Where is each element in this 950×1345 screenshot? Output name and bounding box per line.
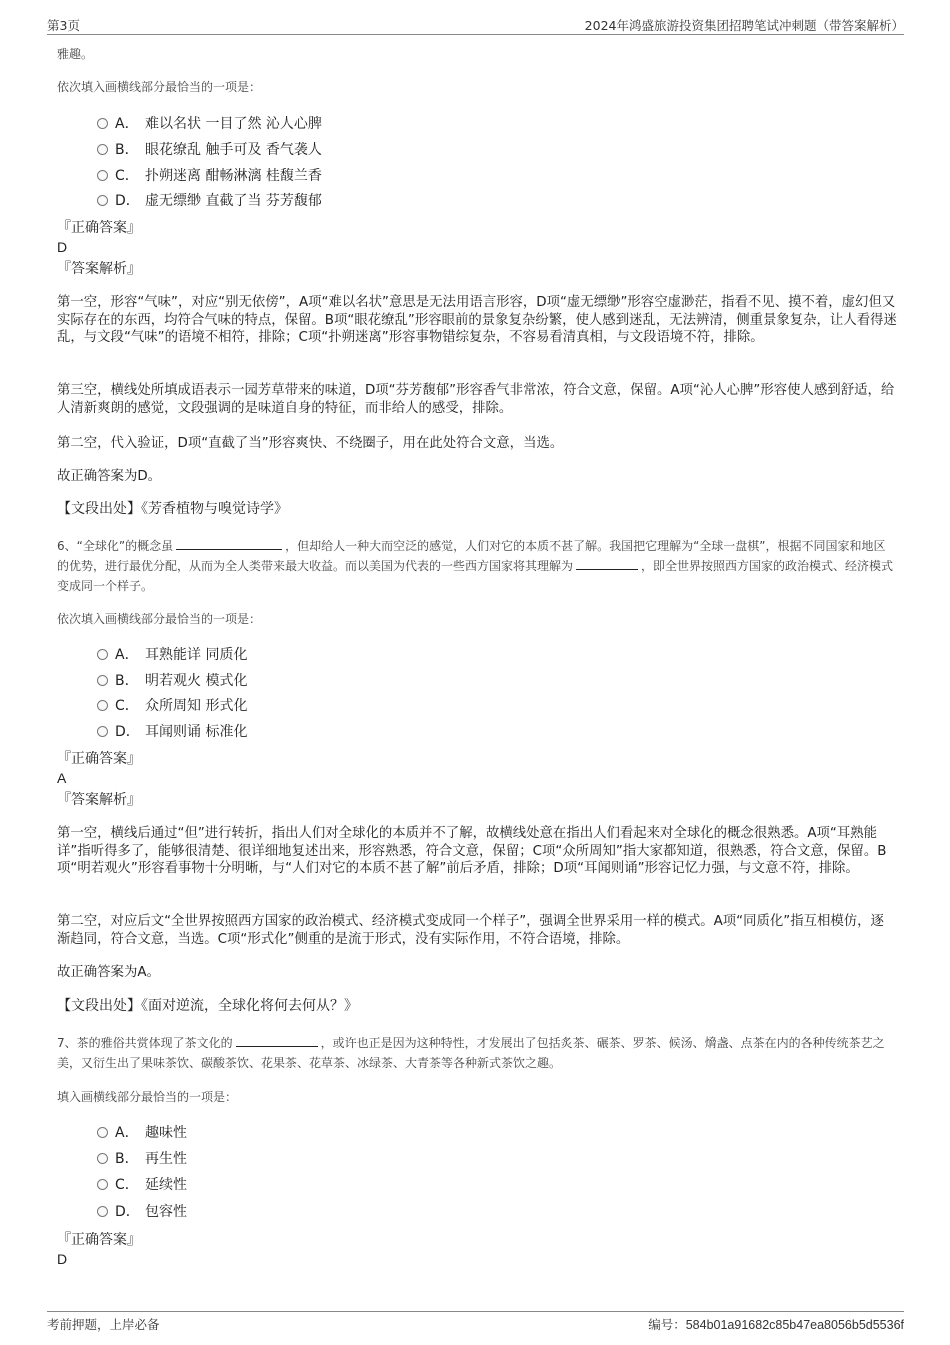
q5-option-d[interactable]: D． 虚无缥缈 直截了当 芬芳馥郁	[97, 192, 322, 210]
document-code: 编号：584b01a91682c85b47ea8056b5d5536f	[648, 1317, 904, 1332]
q5-source: 【文段出处】《芳香植物与嗅觉诗学》	[57, 501, 288, 517]
q5-analysis-paragraph: 第三空，横线处所填成语表示一园芳草带来的味道，D项“芬芳馥郁”形容香气非常浓，符合文意，保留。A项“沁人心脾”形容使人感到舒适，给人清新爽朗的感觉，文段强调的是味道自身的特征，而非给人的感受，排除。	[57, 383, 895, 416]
radio-icon[interactable]	[97, 675, 108, 686]
page-header	[47, 14, 904, 35]
q7-answer-label: 『正确答案』	[57, 1232, 141, 1248]
q6-option-c[interactable]: C． 众所周知 形式化	[97, 697, 247, 715]
q5-text-tail: 雅趣。	[57, 47, 94, 61]
q5-analysis-label: 『答案解析』	[57, 261, 141, 277]
page-footer	[47, 1311, 904, 1334]
q5-analysis-paragraph: 第二空，代入验证，D项“直截了当”形容爽快、不绕圈子，用在此处符合文意，当选。	[57, 436, 564, 451]
radio-icon[interactable]	[97, 1153, 108, 1164]
radio-icon[interactable]	[97, 1127, 108, 1138]
radio-icon[interactable]	[97, 1206, 108, 1217]
radio-icon[interactable]	[97, 700, 108, 711]
radio-icon[interactable]	[97, 1179, 108, 1190]
q6-conclusion: 故正确答案为A。	[57, 965, 160, 980]
radio-icon[interactable]	[97, 170, 108, 181]
q5-conclusion: 故正确答案为D。	[57, 469, 162, 484]
blank-line	[176, 537, 282, 550]
q6-option-a[interactable]: A． 耳熟能详 同质化	[97, 646, 247, 664]
blank-line	[576, 557, 638, 570]
q7-option-c[interactable]: C． 延续性	[97, 1176, 187, 1194]
q7-question-text: 7、茶的雅俗共赏体现了茶文化的 ，或许也正是因为这种特性，才发展出了包括炙茶、碾茶、罗茶、候汤、熁盏、点茶在内的各种传统茶艺之美，又衍生出了果味茶饮、碳酸茶饮、花果茶、花草茶、冰绿茶、大青茶等各种新式茶饮之趣。	[57, 1036, 885, 1070]
q5-option-b[interactable]: B． 眼花缭乱 触手可及 香气袭人	[97, 141, 322, 159]
q6-answer-label: 『正确答案』	[57, 751, 141, 767]
document-title: 2024年鸿盛旅游投资集团招聘笔试冲刺题（带答案解析）	[584, 18, 904, 33]
q6-analysis-paragraph: 第二空，对应后文“全世界按照西方国家的政治模式、经济模式变成同一个样子”，强调全世界采用一样的模式。A项“同质化”指互相模仿，逐渐趋同，符合文意，当选。C项“形式化”侧重的是流于形式，没有实际作用，不符合语境，排除。	[57, 914, 884, 947]
q5-answer: D	[57, 239, 68, 255]
q5-answer-label: 『正确答案』	[57, 220, 141, 236]
q6-analysis-label: 『答案解析』	[57, 792, 141, 808]
q6-option-d[interactable]: D． 耳闻则诵 标准化	[97, 723, 247, 741]
q6-question-text: 6、“全球化”的概念虽 ，但却给人一种大而空泛的感觉，人们对它的本质不甚了解。我国把它理解为“全球一盘棋”，根据不同国家和地区的优势，进行最优分配，从而为全人类带来最大收益。而以美国为代表的一些西方国家将其理解为 ，即全世界按照西方国家的政治模式、经济模式变成同一个样子。	[57, 539, 894, 593]
q7-prompt: 填入画横线部分最恰当的一项是：	[57, 1090, 238, 1104]
q6-answer: A	[57, 770, 67, 786]
footer-slogan: 考前押题，上岸必备	[47, 1317, 160, 1332]
q7-option-d[interactable]: D． 包容性	[97, 1203, 187, 1221]
radio-icon[interactable]	[97, 726, 108, 737]
q7-answer: D	[57, 1251, 68, 1267]
page-number: 第3页	[47, 18, 80, 33]
q5-option-a[interactable]: A． 难以名状 一目了然 沁人心脾	[97, 115, 322, 133]
q7-option-b[interactable]: B． 再生性	[97, 1150, 187, 1168]
radio-icon[interactable]	[97, 118, 108, 129]
radio-icon[interactable]	[97, 195, 108, 206]
blank-line	[236, 1034, 318, 1047]
q6-prompt: 依次填入画横线部分最恰当的一项是：	[57, 612, 262, 626]
q5-analysis-paragraph: 第一空，形容“气味”，对应“别无依傍”，A项“难以名状”意思是无法用语言形容，D项“虚无缥缈”形容空虚渺茫，指看不见、摸不着，虚幻但又实际存在的东西，均符合气味的特点，保留。B项“眼花缭乱”形容眼前的景象复杂纷繁，使人感到迷乱，无法辨清，侧重景象复杂，让人看得迷乱，与文段“气味”的语境不相符，排除；C项“扑朔迷离”形容事物错综复杂，不容易看清真相，与文段语境不符，排除。	[57, 295, 897, 345]
q6-analysis-paragraph: 第一空，横线后通过“但”进行转折，指出人们对全球化的本质并不了解，故横线处意在指出人们看起来对全球化的概念很熟悉。A项“耳熟能详”指听得多了，能够很清楚、很详细地复述出来，形容熟悉，符合文意，保留；C项“众所周知”指大家都知道，很熟悉，符合文意，保留。B项“明若观火”形容看事物十分明晰，与“人们对它的本质不甚了解”前后矛盾，排除；D项“耳闻则诵”形容记忆力强，与文意不符，排除。	[57, 826, 887, 876]
q5-prompt: 依次填入画横线部分最恰当的一项是：	[57, 80, 262, 94]
q5-option-c[interactable]: C． 扑朔迷离 酣畅淋漓 桂馥兰香	[97, 167, 322, 185]
q6-source: 【文段出处】《面对逆流，全球化将何去何从？》	[57, 998, 358, 1014]
q7-option-a[interactable]: A． 趣味性	[97, 1124, 187, 1142]
radio-icon[interactable]	[97, 649, 108, 660]
radio-icon[interactable]	[97, 144, 108, 155]
q6-option-b[interactable]: B． 明若观火 模式化	[97, 672, 247, 690]
